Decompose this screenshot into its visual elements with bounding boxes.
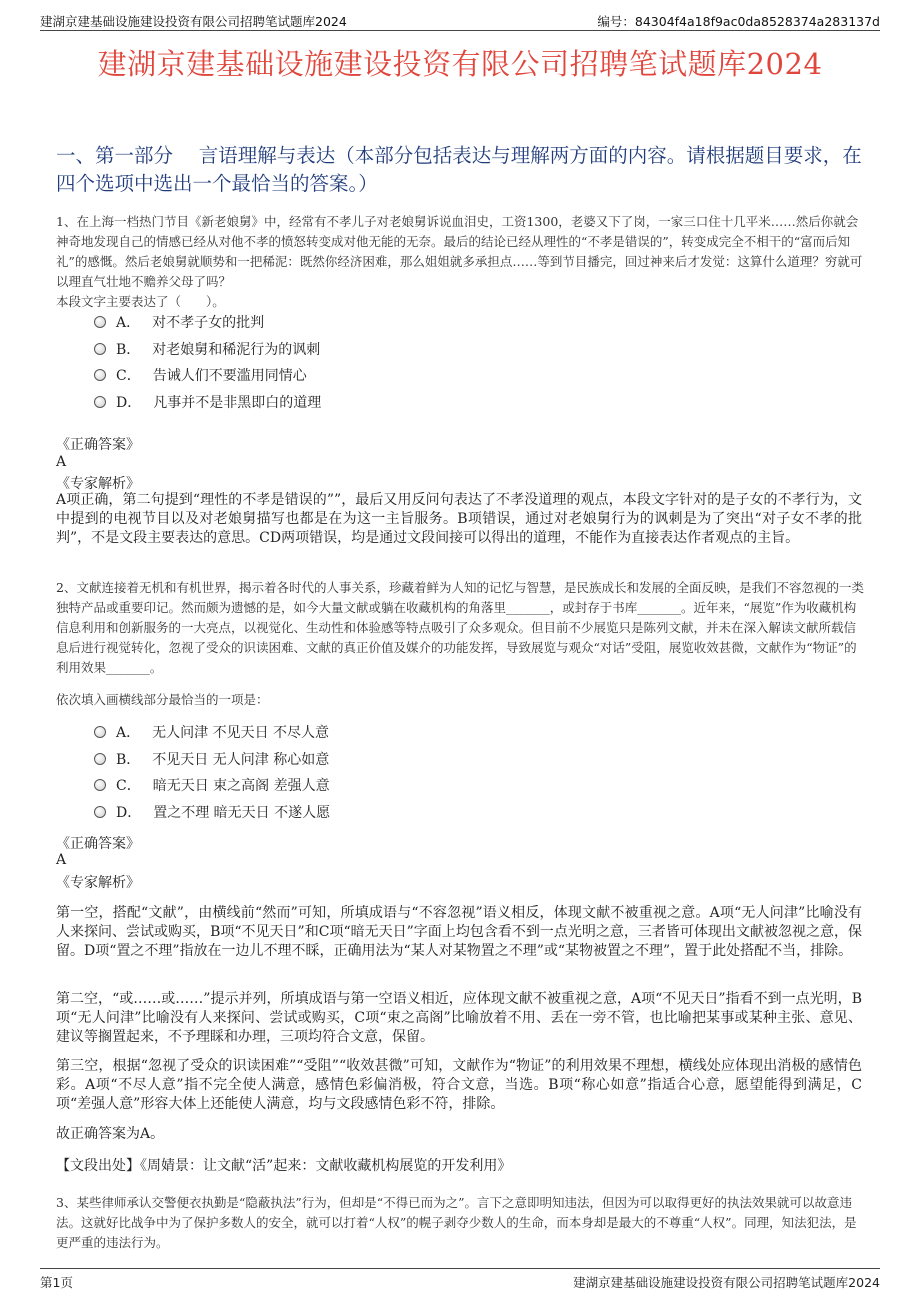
question-2 [56,578,868,678]
question-1 [56,212,868,312]
analysis-conclusion: 故正确答案为A。 [56,1126,165,1142]
question-2-stem: 2、文献连接着无机和有机世界，揭示着各时代的人事关系，珍藏着鲜为人知的记忆与智慧，是民族成长和发展的全面反映，是我们不容忽视的一类独特产品或重要印记。然而颇为遗憾的是，如今大量文献或躺在收藏机构的角落里_______，或封存于书库_______。近年来，“展览”作为收藏机构信息利用和创新服务的一大亮点，以视觉化、生动性和体验感等特点吸引了众多观众。但目前不少展览只是陈列文献，并未在深入解读文献所载信息后进行视觉转化，忽视了受众的识读困难、文献的真正价值及媒介的功能发挥，导致展览与观众“对话”受阻，展览收效甚微，文献作为“物证”的利用效果_______。 [56,580,864,675]
option-c[interactable]: C． 告诫人们不要滥用同情心 [94,362,321,389]
radio-icon[interactable] [94,343,106,355]
page-number: 第1页 [40,1275,73,1290]
question-1-analysis: A项正确，第二句提到“理性的不孝是错误的””，最后又用反问句表达了不孝没道理的观点，本段文字针对的是子女的不孝行为，文中提到的电视节目以及对老娘舅描写也都是在为这一主旨服务。B项错误，通过对老娘舅行为的讽刺是为了突出“对子女不孝的批判”，不是文段主要表达的意思。CD两项错误，均是通过文段间接可以得出的道理，不能作为直接表达作者观点的主旨。 [56,492,862,546]
question-1-stem: 1、在上海一档热门节目《新老娘舅》中，经常有不孝儿子对老娘舅诉说血泪史，工资1300，老婆又下了岗，一家三口住十几平米……然后你就会神奇地发现自己的情感已经从对他不孝的愤怒转变成对他无能的无奈。最后的结论已经从理性的“不孝是错误的”，转变成完全不相干的“富而后知礼”的感慨。然后老娘舅就顺势和一把稀泥：既然你经济困难，那么姐姐就多承担点……等到节目播完，回过神来后才发觉：这算什么道理？穷就可以理直气壮地不赡养父母了吗？ [56,214,863,289]
section-heading: 一、第一部分 言语理解与表达（本部分包括表达与理解两方面的内容。请根据题目要求，在四个选项中选出一个最恰当的答案。） [56,144,862,195]
answer-label: 《正确答案》 [56,836,140,852]
radio-icon[interactable] [94,753,106,765]
option-d[interactable]: D． 置之不理 暗无天日 不遂人愿 [94,799,330,826]
radio-icon[interactable] [94,396,106,408]
radio-icon[interactable] [94,726,106,738]
page-title: 建湖京建基础设施建设投资有限公司招聘笔试题库2024 [97,47,823,81]
option-a[interactable]: A． 无人问津 不见天日 不尽人意 [94,719,330,746]
option-d[interactable]: D． 凡事并不是非黑即白的道理 [94,389,321,416]
question-2-prompt: 依次填入画横线部分最恰当的一项是： [56,692,269,707]
analysis-paragraph-3: 第三空，根据“忽视了受众的识读困难”“受阻”“收效甚微”可知，文献作为“物证”的利用效果不理想，横线处应体现出消极的感情色彩。A项“不尽人意”指不完全使人满意，感情色彩偏消极，符合文意，当选。B项“称心如意”指适合心意，愿望能得到满足，C项“差强人意”形容大体上还能使人满意，均与文段感情色彩不符，排除。 [56,1058,862,1112]
analysis-label: 《专家解析》 [56,875,140,891]
page-header [40,8,880,31]
analysis-label: 《专家解析》 [56,476,140,492]
page-footer [40,1268,880,1291]
question-1-prompt: 本段文字主要表达了（ ）。 [56,294,225,309]
question-2-options [94,719,330,825]
option-c[interactable]: C． 暗无天日 束之高阁 差强人意 [94,772,330,799]
radio-icon[interactable] [94,779,106,791]
option-a[interactable]: A． 对不孝子女的批判 [94,309,321,336]
footer-doc-title: 建湖京建基础设施建设投资有限公司招聘笔试题库2024 [573,1275,880,1290]
header-doc-id: 编号：84304f4a18f9ac0da8528374a283137d [597,14,880,29]
radio-icon[interactable] [94,316,106,328]
analysis-paragraph-2: 第二空，“或……或……”提示并列，所填成语与第一空语义相近，应体现文献不被重视之意，A项“不见天日”指看不到一点光明，B项“无人问津”比喻没有人来探问、尝试或购买，C项“束之高阁”比喻放着不用、丢在一旁不管，也比喻把某事或某种主张、意见、建议等搁置起来，不予理睬和办理，三项均符合文意，保留。 [56,991,862,1045]
option-b[interactable]: B． 对老娘舅和稀泥行为的讽刺 [94,336,321,363]
header-doc-title: 建湖京建基础设施建设投资有限公司招聘笔试题库2024 [40,14,347,29]
option-b[interactable]: B． 不见天日 无人问津 称心如意 [94,746,330,773]
radio-icon[interactable] [94,369,106,381]
answer-value: A [56,454,67,470]
question-1-options [94,309,321,415]
radio-icon[interactable] [94,806,106,818]
answer-label: 《正确答案》 [56,437,140,453]
analysis-paragraph-1: 第一空，搭配“文献”，由横线前“然而”可知，所填成语与“不容忽视”语义相反，体现文献不被重视之意。A项“无人问津”比喻没有人来探问、尝试或购买，B项“不见天日”和C项“暗无天日”字面上均包含看不到一点光明之意，三者皆可体现出文献被忽视之意，保留。D项“置之不理”指放在一边儿不理不睬，正确用法为“某人对某物置之不理”或“某物被置之不理”，置于此处搭配不当，排除。 [56,905,862,959]
source-citation: 【文段出处】《周婧景：让文献“活”起来：文献收藏机构展览的开发利用》 [56,1158,512,1174]
answer-value: A [56,852,67,868]
question-3 [56,1193,868,1253]
question-3-stem: 3、某些律师承认交警便衣执勤是“隐蔽执法”行为，但却是“不得已而为之”。言下之意即明知违法，但因为可以取得更好的执法效果就可以故意违法。这就好比战争中为了保护多数人的安全，就可以打着“人权”的幌子剥夺少数人的生命，而本身却是最大的不尊重“人权”。同理，知法犯法，是更严重的违法行为。 [56,1195,857,1250]
